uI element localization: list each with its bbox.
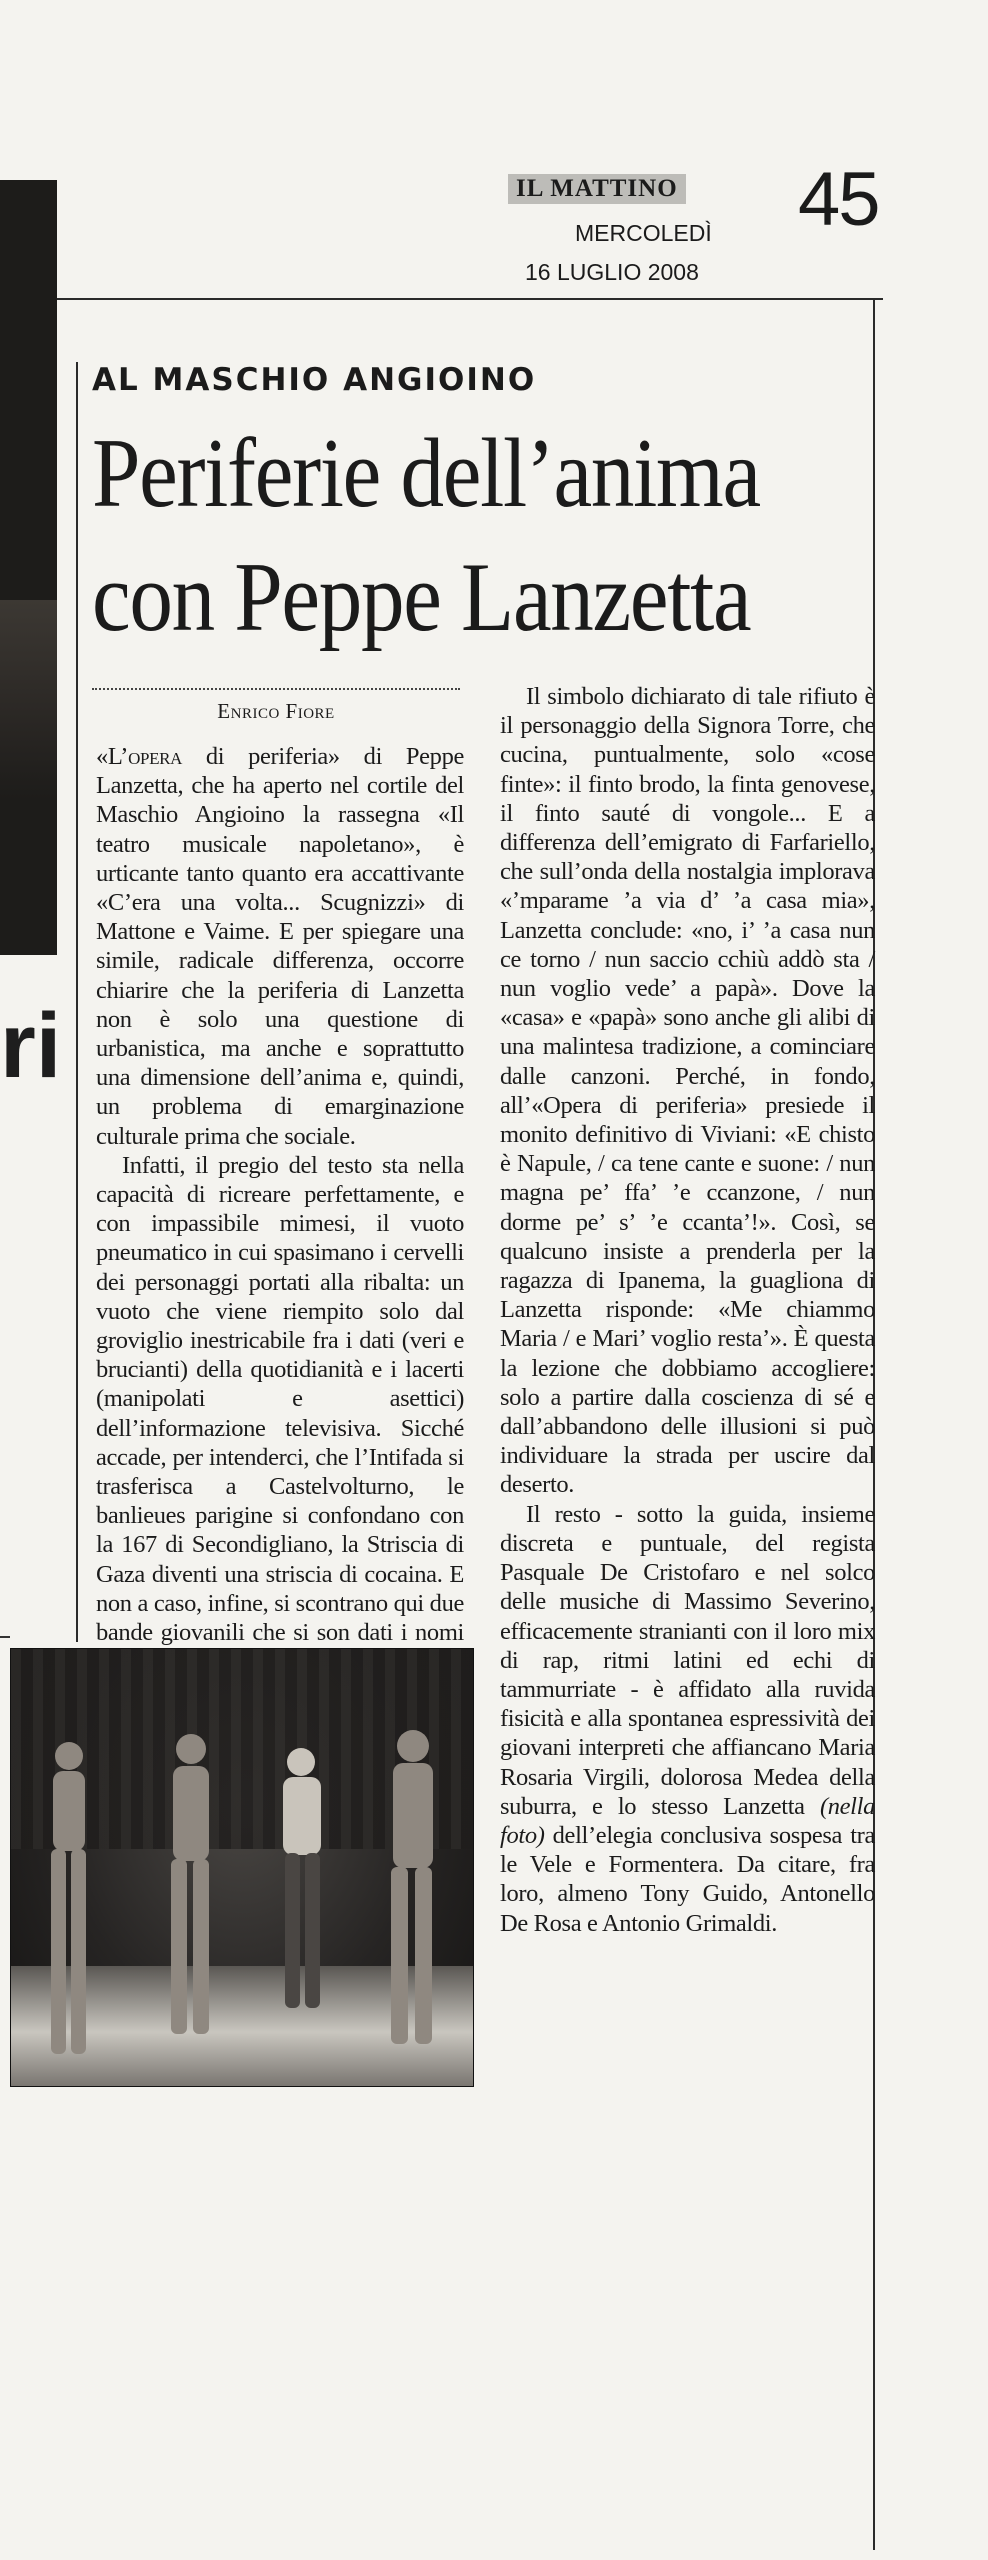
actor-3 — [283, 1748, 321, 2008]
masthead-rule — [57, 298, 883, 300]
photo-reference: (nella foto) — [500, 1792, 875, 1849]
actors-silhouettes — [11, 1649, 473, 2086]
byline-rule — [92, 688, 460, 690]
actor-1 — [51, 1742, 86, 2054]
headline-line-1: Periferie dell’anima — [92, 419, 760, 528]
paragraph-1-text: di periferia» di Peppe Lanzetta, che ha aperto nel cortile del Maschio Angioino la rassegna «Il teatro musicale napoletano», è urticante tanto quanto era accattivante «C’era una volta... Scugnizzi» di Mattone e Vaime. E per spiegare una simile, radicale differenza, occorre chiarire che la periferia di Lanzetta non è solo una questione di urbanistica, ma anche e soprattutto una dimensione dell’anima e, quindi, un problema di emarginazione culturale prima che sociale. — [96, 743, 464, 1150]
actor-2 — [171, 1734, 209, 2034]
newspaper-name: IL MATTINO — [508, 174, 686, 204]
page-number: 45 — [798, 157, 879, 242]
paragraph-5-text-b: dell’elegia conclusiva sospesa tra le Vele e Formentera. Da citare, fra loro, almeno Tony Guido, Antonello De Rosa e Antonio Grimaldi. — [500, 1821, 875, 1937]
lead-in: «L’opera — [96, 743, 183, 770]
paragraph-5 — [500, 1500, 875, 1938]
adjacent-page-headline-fragment: ri — [0, 995, 62, 1097]
issue-weekday: MERCOLEDÌ — [575, 220, 712, 246]
paragraph-2: Infatti, il pregio del testo sta nella capacità di ricreare perfettamente, e con impassibile mimesi, il vuoto pneumatico in cui spasimano i cervelli dei personaggi portati alla ribalta: un vuoto che viene riempito solo dal groviglio inestricabile fra i dati (veri e brucianti) della quotidianità e i lacerti (manipolati e asettici) dell’informazione televisiva. Sicché accade, per intenderci, che l’Intifada si trasferisca a Castelvolturno, le banlieues parigine si confondano con la 167 di Secondigliano, la Striscia di Gaza diventi una striscia di cocaina. E non a caso, infine, si scontrano qui due bande giovanili che si son dati i nomi — [96, 1151, 464, 1647]
actor-4 — [391, 1730, 433, 2044]
article-byline: Enrico Fiore — [217, 699, 335, 723]
paragraph-1 — [96, 742, 464, 1151]
adjacent-page-rule — [0, 1636, 10, 1638]
issue-date: 16 LUGLIO 2008 — [525, 259, 699, 285]
stage-photo — [10, 1648, 474, 2087]
article-kicker: AL MASCHIO ANGIOINO — [92, 362, 537, 398]
article-headline — [92, 412, 787, 660]
paragraph-5-text-a: Il resto - sotto la guida, insieme discreta e puntuale, del regista Pasquale De Cristofaro e nel solco delle musiche di Massimo Severino, efficacemente stranianti con il loro mix di rap, ritmi latini ed echi di tammurriate - è affidato alla ruvida fisicità e alla spontanea espressività dei giovani interpreti che affiancano Maria Rosaria Virgili, dolorosa Medea della suburra, e lo stesso Lanzetta — [500, 1500, 875, 1820]
paragraph-4: Il simbolo dichiarato di tale rifiuto è il personaggio della Signora Torre, che cucina, puntualmente, solo «cose finte»: il finto brodo, la finta genovese, il finto sauté di vongole... E a differenza dell’emigrato di Farfariello, che sull’onda della nostalgia implorava «’mparame ’a via d’ ’a casa mia», Lanzetta conclude: «no, i’ ’a casa nun ce torno / nun saccio cchiù addò sta / nun voglio vede’ a papà». Dove la «casa» e «papà» sono anche gli alibi di una malintesa tradizione, a cominciare dalle canzoni. Perché, in fondo, all’«Opera di periferia» presiede il monito definitivo di Viviani: «E chisto è Napule, / ca tene cante e suone: / nun magna pe’ ffa’ ’e ccanzone, / nun dorme pe’ s’ ’e ccanta’!». Così, se qualcuno insiste a prenderla per la ragazza di Ipanema, la guagliona di Lanzetta risponde: «Me chiammo Maria / e Mari’ voglio resta’». È questa la lezione che dobbiamo accogliere: solo a partire dalla coscienza di sé e dall’abbandono delle illusioni si può individuare la strada per uscire dal deserto. — [500, 683, 875, 1499]
headline-line-2: con Peppe Lanzetta — [92, 543, 751, 652]
adjacent-page-photo — [0, 180, 57, 955]
article-frame-left — [76, 362, 78, 1642]
article-column-right — [500, 682, 875, 1938]
